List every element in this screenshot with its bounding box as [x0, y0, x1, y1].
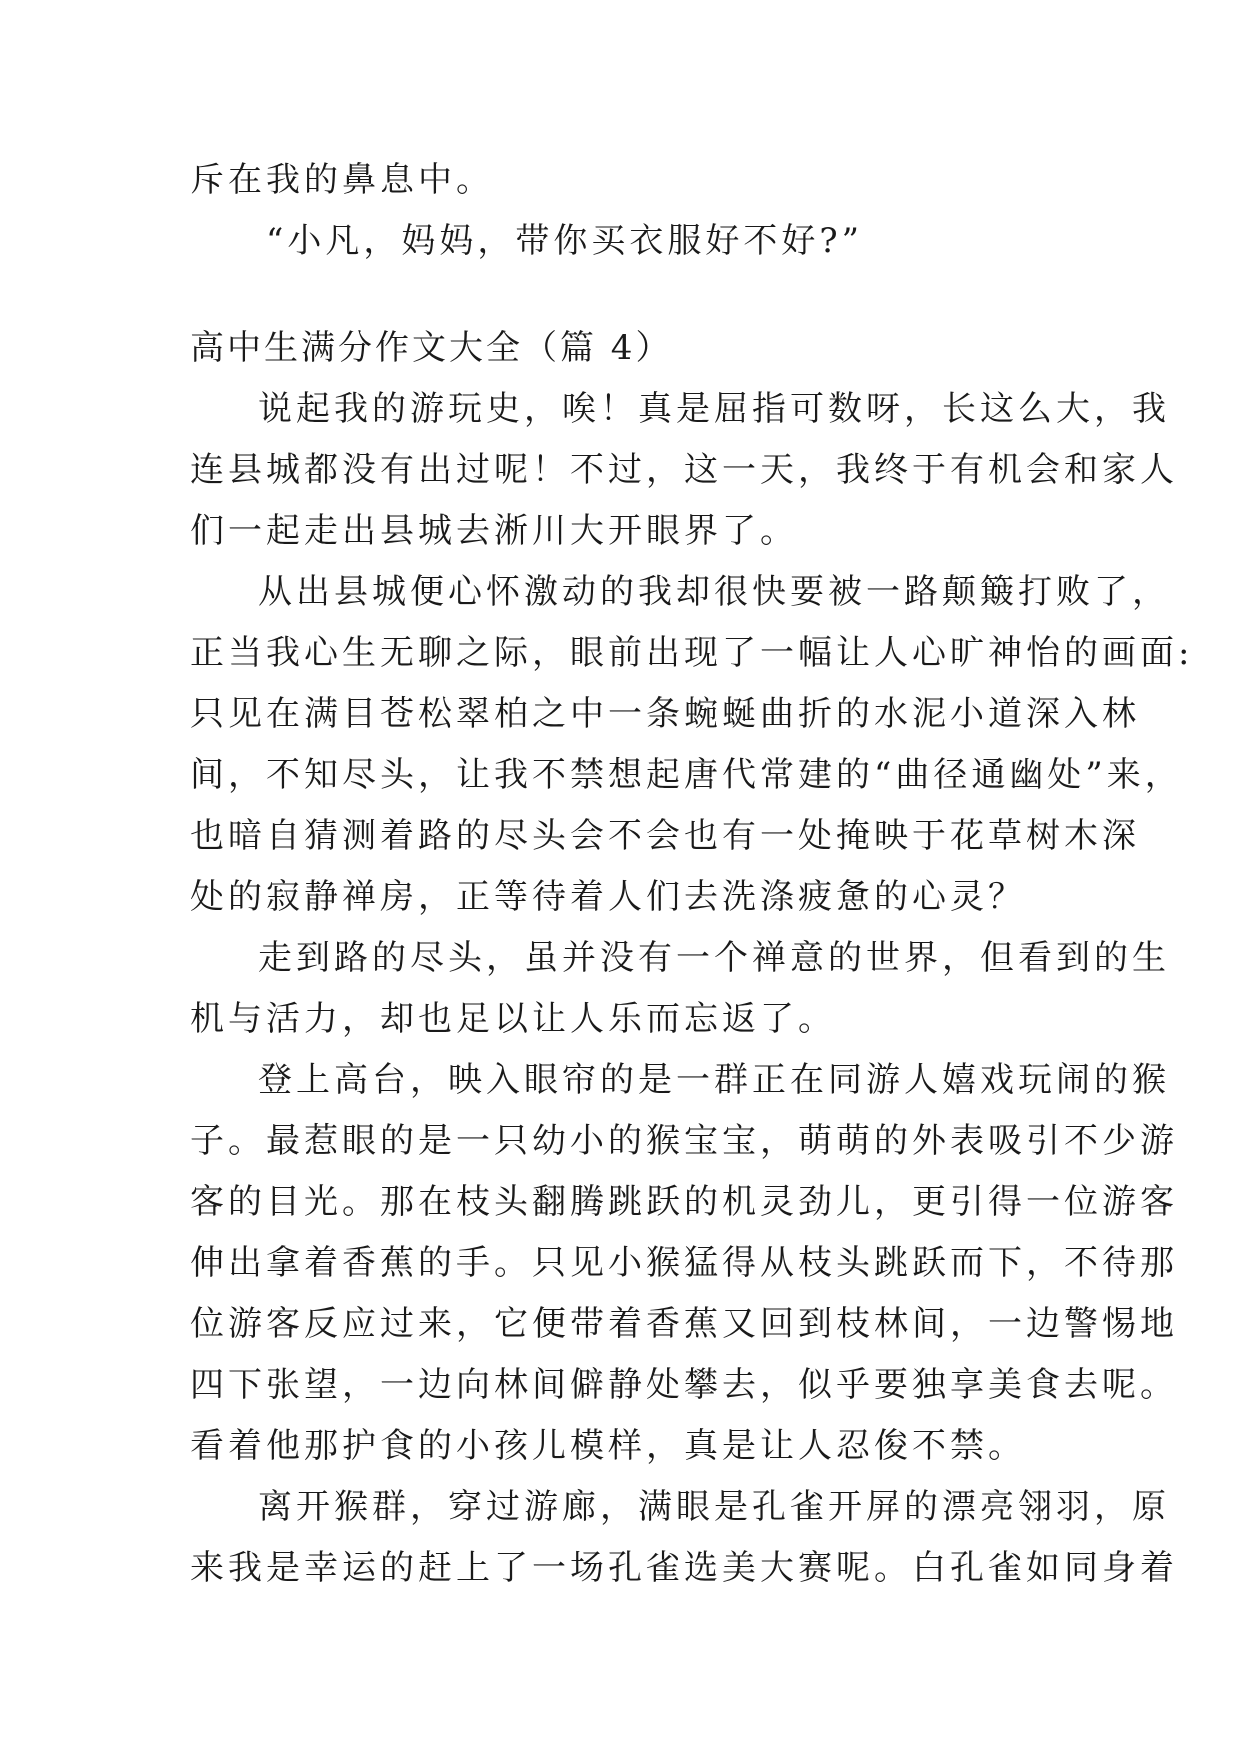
section-gap — [190, 272, 1060, 318]
paragraph-line: 正当我心生无聊之际，眼前出现了一幅让人心旷神怡的画面: — [190, 633, 1194, 673]
paragraph-line: 处的寂静禅房，正等待着人们去洗涤疲惫的心灵？ — [190, 877, 1026, 917]
paragraph-line: 子。最惹眼的是一只幼小的猴宝宝，萌萌的外表吸引不少游 — [190, 1121, 1178, 1161]
paragraph-line: 来我是幸运的赶上了一场孔雀选美大赛呢。白孔雀如同身着 — [190, 1548, 1178, 1588]
paragraph-line: 走到路的尽头，虽并没有一个禅意的世界，但看到的生 — [258, 938, 1170, 978]
paragraph-line: 说起我的游玩史，唉！真是屈指可数呀，长这么大，我 — [258, 389, 1170, 429]
paragraph-line: 客的目光。那在枝头翻腾跳跃的机灵劲儿，更引得一位游客 — [190, 1182, 1178, 1222]
paragraph-line: 位游客反应过来，它便带着香蕉又回到枝林间，一边警惕地 — [190, 1304, 1178, 1344]
paragraph-line: 也暗自猜测着路的尽头会不会也有一处掩映于花草树木深 — [190, 816, 1140, 856]
dialogue-line: “小凡，妈妈，带你买衣服好不好?” — [266, 221, 863, 261]
paragraph-line: 们一起走出县城去淅川大开眼界了。 — [190, 511, 798, 551]
paragraph-line: 离开猴群，穿过游廊，满眼是孔雀开屏的漂亮翎羽，原 — [258, 1487, 1170, 1527]
paragraph-line: 机与活力，却也足以让人乐而忘返了。 — [190, 999, 836, 1039]
paragraph-line: 只见在满目苍松翠柏之中一条蜿蜒曲折的水泥小道深入林 — [190, 694, 1140, 734]
paragraph-line: 伸出拿着香蕉的手。只见小猴猛得从枝头跳跃而下，不待那 — [190, 1243, 1178, 1283]
paragraph-line: 从出县城便心怀激动的我却很快要被一路颠簸打败了， — [258, 572, 1170, 612]
paragraph-line: 连县城都没有出过呢！不过，这一天，我终于有机会和家人 — [190, 450, 1178, 490]
essay-body — [190, 150, 1194, 1599]
paragraph-line: 看着他那护食的小孩儿模样，真是让人忍俊不禁。 — [190, 1426, 1026, 1466]
paragraph-line: 间，不知尽头，让我不禁想起唐代常建的“曲径通幽处”来， — [190, 755, 1183, 795]
text-line: 斥在我的鼻息中。 — [190, 160, 494, 200]
section-heading: 高中生满分作文大全（篇 4） — [190, 328, 673, 368]
paragraph-line: 四下张望，一边向林间僻静处攀去，似乎要独享美食去呢。 — [190, 1365, 1178, 1405]
paragraph-line: 登上高台，映入眼帘的是一群正在同游人嬉戏玩闹的猴 — [258, 1060, 1170, 1100]
